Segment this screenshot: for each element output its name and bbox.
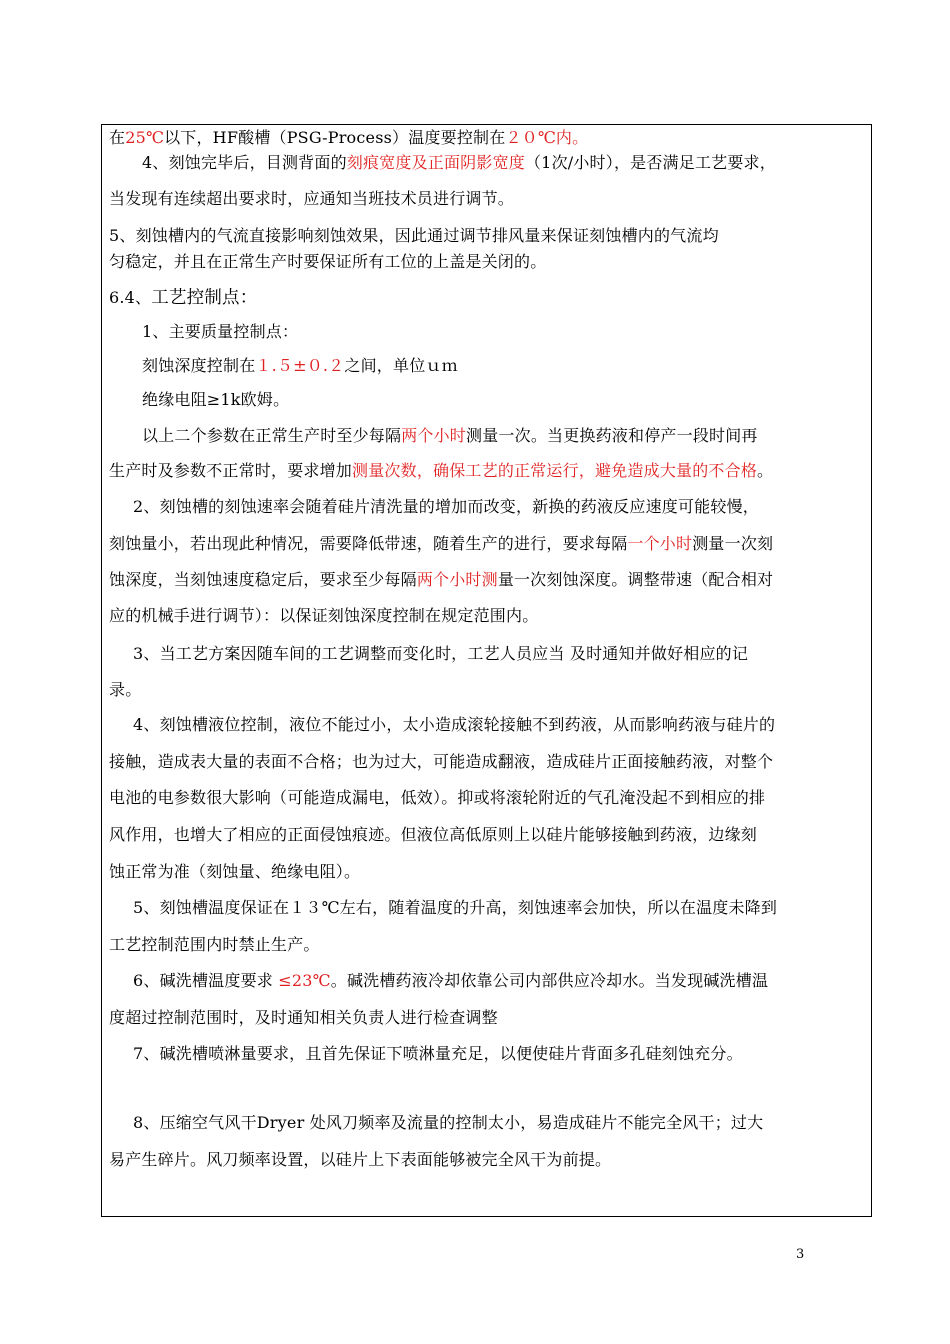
text-line: 生产时及参数不正常时，要求增加测量次数，确保工艺的正常运行，避免造成大量的不合格。 (109, 461, 774, 480)
text-line: 录。 (109, 680, 142, 699)
text-line: 5、刻蚀槽内的气流直接影响刻蚀效果，因此通过调节排风量来保证刻蚀槽内的气流均 (109, 226, 719, 245)
text-line: 在25℃以下，HF酸槽（PSG-Process）温度要控制在２０℃内。 (109, 128, 589, 147)
text-line: 蚀正常为准（刻蚀量、绝缘电阻）。 (109, 862, 361, 881)
text-line: 应的机械手进行调节）：以保证刻蚀深度控制在规定范围内。 (109, 606, 539, 625)
text-line: 易产生碎片。风刀频率设置，以硅片上下表面能够被完全风干为前提。 (109, 1150, 612, 1169)
text-line: 1、主要质量控制点： (142, 322, 299, 341)
text-line: 8、压缩空气风干Dryer 处风刀频率及流量的控制太小，易造成硅片不能完全风干；过大 (133, 1113, 764, 1132)
text-line: 匀稳定，并且在正常生产时要保证所有工位的上盖是关闭的。 (109, 252, 547, 271)
text-line: 5、刻蚀槽温度保证在１３℃左右，随着温度的升高，刻蚀速率会加快，所以在温度未降到 (133, 898, 778, 917)
page-number: 3 (796, 1247, 805, 1262)
text-line: 接触，造成表大量的表面不合格；也为过大，可能造成翻液，造成硅片正面接触药液，对整个 (109, 752, 774, 771)
text-line: 4、刻蚀槽液位控制，液位不能过小，太小造成滚轮接触不到药液，从而影响药液与硅片的 (133, 715, 776, 734)
section-heading: 6.4、工艺控制点： (109, 288, 258, 308)
text-line: 当发现有连续超出要求时，应通知当班技术员进行调节。 (109, 189, 515, 208)
text-line: 工艺控制范围内时禁止生产。 (109, 935, 320, 954)
text-line: 4、刻蚀完毕后，目测背面的刻痕宽度及正面阴影宽度（1次/小时），是否满足工艺要求， (142, 153, 776, 172)
text-line: 刻蚀量小，若出现此种情况，需要降低带速，随着生产的进行，要求每隔一个小时测量一次刻 (109, 534, 774, 553)
text-line: 蚀深度，当刻蚀速度稳定后，要求至少每隔两个小时测量一次刻蚀深度。调整带速（配合相对 (109, 570, 774, 589)
text-line: 度超过控制范围时，及时通知相关负责人进行检查调整 (109, 1008, 498, 1027)
text-line: 2、刻蚀槽的刻蚀速率会随着硅片清洗量的增加而改变，新换的药液反应速度可能较慢， (133, 497, 759, 516)
text-line: 绝缘电阻≥1k欧姆。 (142, 390, 290, 409)
text-line: 刻蚀深度控制在１.５±０.２之间，单位ｕｍ (142, 356, 458, 375)
text-line: 7、碱洗槽喷淋量要求，且首先保证下喷淋量充足，以便使硅片背面多孔硅刻蚀充分。 (133, 1044, 743, 1063)
text-line: 风作用，也增大了相应的正面侵蚀痕迹。但液位高低原则上以硅片能够接触到药液，边缘刻 (109, 825, 758, 844)
text-line: 电池的电参数很大影响（可能造成漏电，低效）。抑或将滚轮附近的气孔淹没起不到相应的排 (109, 788, 766, 807)
text-line: 6、碱洗槽温度要求 ≤23℃。碱洗槽药液冷却依靠公司内部供应冷却水。当发现碱洗槽温 (133, 971, 769, 990)
text-line: 3、当工艺方案因随车间的工艺调整而变化时，工艺人员应当 及时通知并做好相应的记 (133, 644, 749, 663)
text-line: 以上二个参数在正常生产时至少每隔两个小时测量一次。当更换药液和停产一段时间再 (142, 426, 758, 445)
